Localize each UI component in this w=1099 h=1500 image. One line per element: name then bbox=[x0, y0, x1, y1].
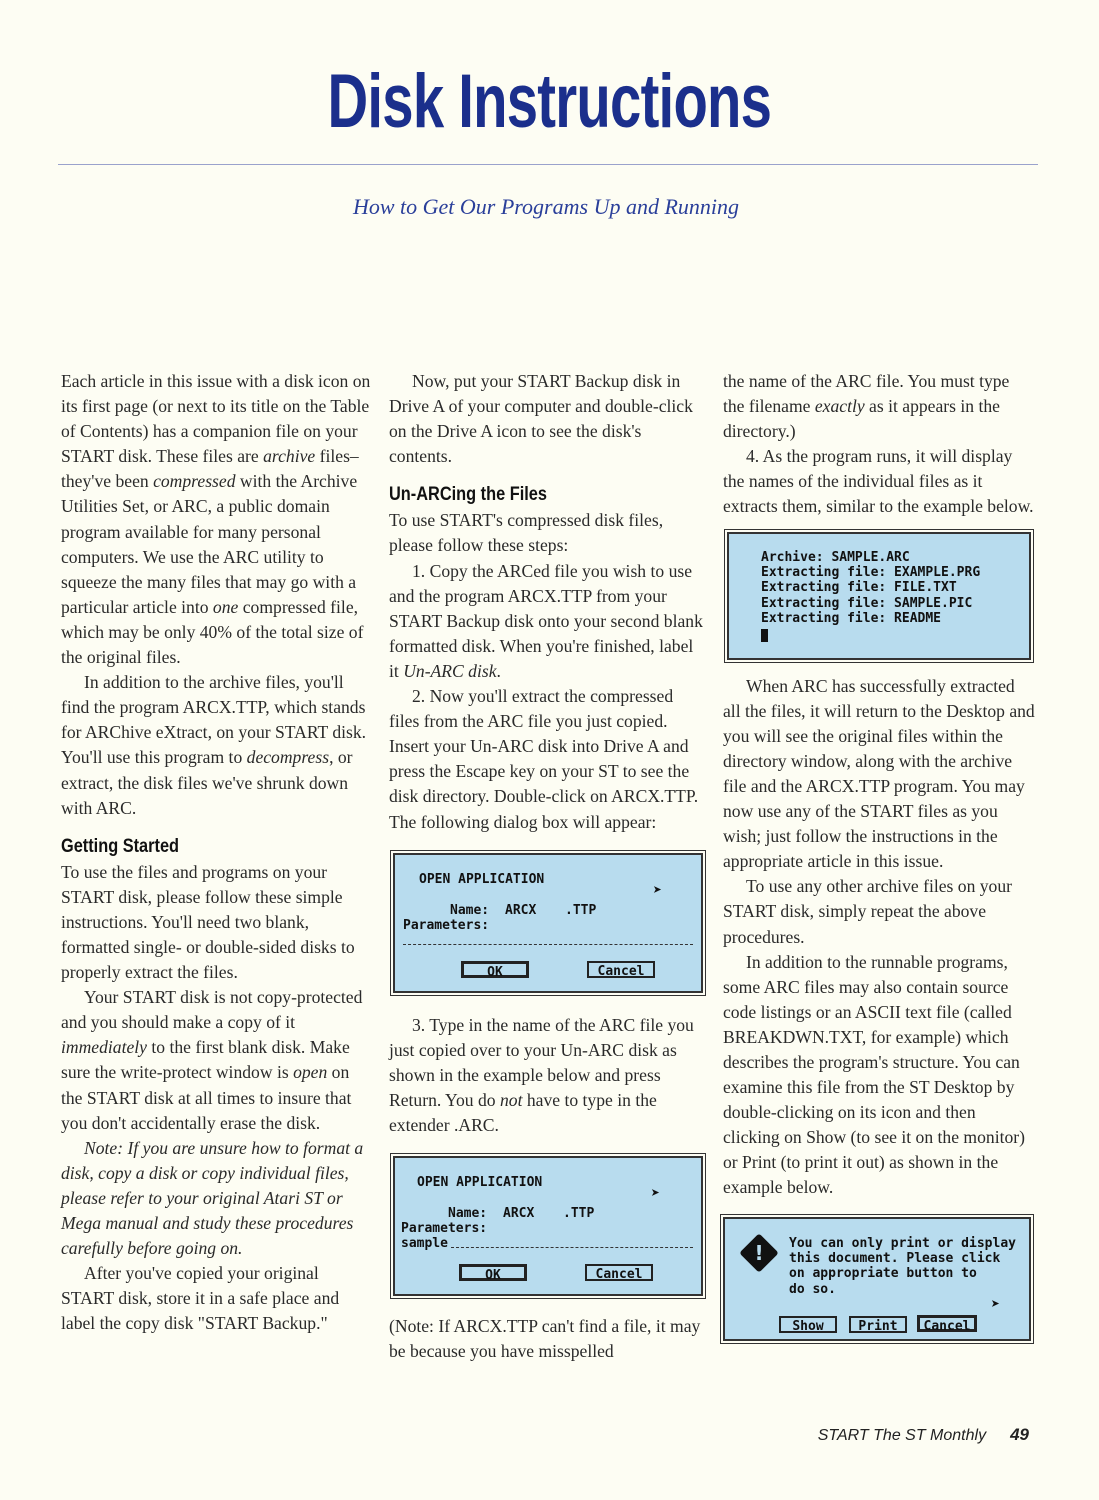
paragraph: Your START disk is not copy-protected and you should make a copy of it immediately to the first blank disk. Make sure the write-protect window is open on the START disk at all times to insure that you don't accidentally erase the disk. bbox=[61, 987, 363, 1133]
parameters-label: Parameters: bbox=[401, 1221, 488, 1237]
name-field[interactable]: ARCX bbox=[503, 1206, 535, 1222]
open-application-dialog-filled bbox=[393, 1156, 703, 1296]
paragraph: 3. Type in the name of the ARC file you just copied over to your Un-ARC disk as shown in the example below and press Return. You do not have to type in the extender .ARC. bbox=[389, 1014, 694, 1135]
ok-button[interactable]: OK bbox=[461, 961, 529, 978]
name-field[interactable]: ARCX bbox=[505, 902, 537, 918]
paragraph: 1. Copy the ARCed file you wish to use and the program ARCX.TTP from your START Backup disk onto your second blank formatted disk. When you're finished, label it Un-ARC disk. bbox=[389, 560, 703, 681]
ok-button[interactable]: OK bbox=[459, 1264, 527, 1281]
open-application-dialog bbox=[393, 853, 703, 993]
title-rule bbox=[58, 164, 1038, 165]
paragraph: the name of the ARC file. You must type the filename exactly as it appears in the directory.) bbox=[723, 371, 1010, 442]
print-button[interactable]: Print bbox=[849, 1316, 907, 1333]
column-3 bbox=[723, 369, 1035, 1341]
section-heading-getting-started: Getting Started bbox=[61, 835, 180, 857]
paragraph: When ARC has successfully extracted all the files, it will return to the Desktop and you will see the original files within the directory window, along with the archive file and the ARCX.TTP program. You may now use any of the START files as you wish; just follow the instructions in the appropriate article in this issue. bbox=[723, 675, 1035, 872]
paragraph: After you've copied your original START disk, store it in a safe place and label the copy disk "START Backup." bbox=[61, 1263, 340, 1334]
extension-label: .TTP bbox=[565, 902, 597, 918]
paragraph: To use any other archive files on your START disk, simply repeat the above procedures. bbox=[723, 876, 1013, 947]
paragraph: In addition to the archive files, you'll find the program ARCX.TTP, which stands for ARChive eXtract, on your START disk. You'll use this program to decompress, or extract, the disk files we've shrunk down with ARC. bbox=[61, 672, 367, 818]
column-2 bbox=[389, 369, 707, 1364]
section-heading-unarc: Un-ARCing the Files bbox=[389, 484, 547, 506]
extraction-output-screen bbox=[727, 532, 1031, 660]
parameters-label: Parameters: bbox=[403, 917, 490, 933]
paragraph: (Note: If ARCX.TTP can't find a file, it may be because you have misspelled bbox=[389, 1316, 701, 1362]
alert-dialog: ! You can only print or display this document. Please click on appropriate button to do so. ➤ Show Print Cancel bbox=[723, 1217, 1031, 1341]
paragraph: Each article in this issue with a disk icon on its first page (or next to its title on the Table of Contents) has a companion file on your START disk. These files are archive files–they've been compressed with the Archive Utilities Set, or ARC, a public domain program available for many personal computers. We use the ARC utility to squeeze the many files that may go with a particular article into one compressed file, which may be only 40% of the total size of the original files. bbox=[61, 371, 371, 668]
paragraph: Now, put your START Backup disk in Drive A of your computer and double-click on the Drive A icon to see the disk's contents. bbox=[389, 371, 693, 467]
cancel-button[interactable]: Cancel bbox=[585, 1264, 653, 1281]
text-cursor bbox=[761, 629, 768, 642]
mouse-pointer-icon: ➤ bbox=[653, 880, 663, 899]
paragraph: To use the files and programs on your START disk, please follow these simple instructions. You'll need two blank, formatted single- or double-sided disks to properly extract the files. bbox=[61, 861, 355, 983]
note-paragraph: Note: If you are unsure how to format a disk, copy a disk or copy individual files, please refer to your original Atari ST or Mega manual and study these procedures carefully before going on. bbox=[61, 1137, 364, 1259]
paragraph: 4. As the program runs, it will display the names of the individual files as it extracts them, similar to the example below. bbox=[723, 446, 1034, 517]
extraction-log bbox=[761, 550, 980, 627]
alert-message: You can only print or display this document. Please click on appropriate button to do so. bbox=[789, 1235, 1016, 1297]
mouse-pointer-icon: ➤ bbox=[651, 1184, 661, 1203]
paragraph: To use START's compressed disk files, please follow these steps: bbox=[389, 510, 664, 556]
name-label: Name: bbox=[448, 1206, 488, 1222]
dialog-heading: OPEN APPLICATION bbox=[419, 871, 545, 887]
page-subtitle: How to Get Our Programs Up and Running bbox=[352, 194, 740, 219]
magazine-name: START The ST Monthly bbox=[817, 1427, 987, 1444]
parameters-underline bbox=[403, 944, 693, 945]
extraction-line: Extracting file: README bbox=[761, 611, 942, 627]
paragraph: 2. Now you'll extract the compressed files from the ARC file you just copied. Insert your Un-ARC disk into Drive A and press the Escape key on your ST to see the disk directory. Double-click on ARCX.TTP. The following dialog box will appear: bbox=[389, 686, 699, 832]
page-title: Disk Instructions bbox=[327, 59, 772, 144]
parameters-underline bbox=[451, 1247, 693, 1248]
page-footer bbox=[818, 1425, 1029, 1445]
page-number: 49 bbox=[1010, 1425, 1029, 1444]
parameters-field[interactable]: sample bbox=[401, 1236, 448, 1252]
extraction-line: Extracting file: FILE.TXT bbox=[761, 580, 957, 596]
extension-label: .TTP bbox=[563, 1206, 595, 1222]
show-button[interactable]: Show bbox=[779, 1316, 837, 1333]
cancel-button[interactable]: Cancel bbox=[917, 1315, 977, 1332]
extraction-line: Extracting file: EXAMPLE.PRG bbox=[761, 564, 981, 580]
name-label: Name: bbox=[450, 902, 490, 918]
mouse-pointer-icon: ➤ bbox=[991, 1294, 1001, 1313]
column-1 bbox=[61, 369, 371, 1336]
dialog-heading: OPEN APPLICATION bbox=[417, 1175, 543, 1191]
extraction-line: Extracting file: SAMPLE.PIC bbox=[761, 595, 973, 611]
extraction-line: Archive: SAMPLE.ARC bbox=[761, 549, 910, 565]
cancel-button[interactable]: Cancel bbox=[587, 961, 655, 978]
paragraph: In addition to the runnable programs, some ARC files may also contain source code listings or an ASCII text file (called BREAKDWN.TXT, for example) which describes the program's structure. You can examine this file from the ST Desktop by double-clicking on its icon and then clicking on Show (to see it on the monitor) or Print (to print it out) as shown in the example below. bbox=[723, 951, 1025, 1198]
